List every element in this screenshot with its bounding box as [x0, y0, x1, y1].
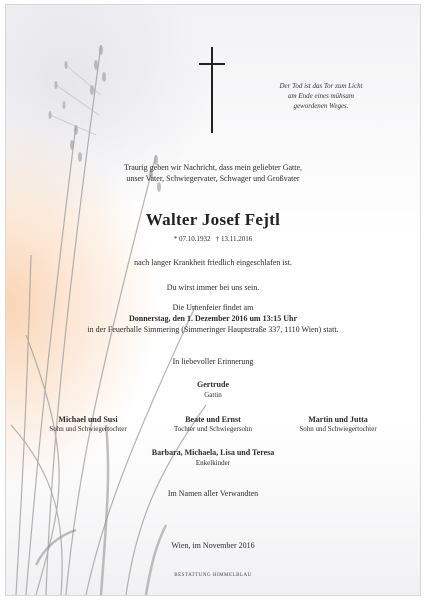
quote-line: gewordenen Weges.: [293, 102, 349, 110]
ceremony-intro: Die Urnenfeier findet am: [172, 303, 254, 312]
mourner-group: [18, 415, 158, 434]
farewell-line: Du wirst immer bei uns sein.: [166, 283, 260, 292]
spouse-name: Gertrude: [197, 380, 229, 389]
mourner-name: Martin und Jutta: [308, 415, 368, 424]
ceremony-date: Donnerstag, den 1. Dezember 2016 um 13:15 Uhr: [128, 314, 298, 323]
quote-block: [251, 81, 391, 111]
intro-line: unser Vater, Schwiegervater, Schwager und Großvater: [126, 174, 300, 183]
ceremony-location: in der Feuerhalle Simmering (Simmeringer Hauptstraße 337, 1110 Wien) statt.: [87, 325, 339, 334]
notice-content: [6, 5, 420, 595]
funeral-home-footer: BESTATTUNG HIMMELBLAU: [174, 573, 252, 578]
quote-line: am Ende eines mühsam: [288, 92, 354, 100]
quote-line: Der Tod ist das Tor zum Licht: [279, 82, 363, 90]
relatives-line: Im Namen aller Verwandten: [167, 489, 259, 498]
deceased-name: Walter Josef Fejtl: [145, 210, 281, 229]
mourner-group: [268, 415, 408, 434]
memory-line: In liebevoller Erinnerung: [172, 357, 254, 366]
mourner-role: Sohn und Schwiegertochter: [299, 425, 377, 433]
intro-line: Traurig geben wir Nachricht, dass mein geliebter Gatte,: [123, 163, 303, 172]
passing-line: nach langer Krankheit friedlich eingeschlafen ist.: [134, 258, 292, 267]
spouse-role: Gattin: [204, 391, 222, 399]
grandchildren-role: Enkelkinder: [195, 459, 231, 467]
mourner-name: Michael und Susi: [58, 415, 118, 424]
grandchildren-names: Barbara, Michaela, Lisa und Teresa: [151, 448, 275, 457]
place-date: Wien, im November 2016: [171, 541, 255, 550]
mourner-role: Sohn und Schwiegertochter: [49, 425, 127, 433]
mourner-name: Beate und Ernst: [185, 415, 241, 424]
death-notice-page: [5, 4, 421, 596]
life-dates: * 07.10.1932 † 13.11.2016: [173, 235, 253, 243]
mourner-role: Tochter und Schwiegersohn: [173, 425, 253, 433]
mourner-group: [143, 415, 283, 434]
cross-icon: [199, 47, 225, 133]
